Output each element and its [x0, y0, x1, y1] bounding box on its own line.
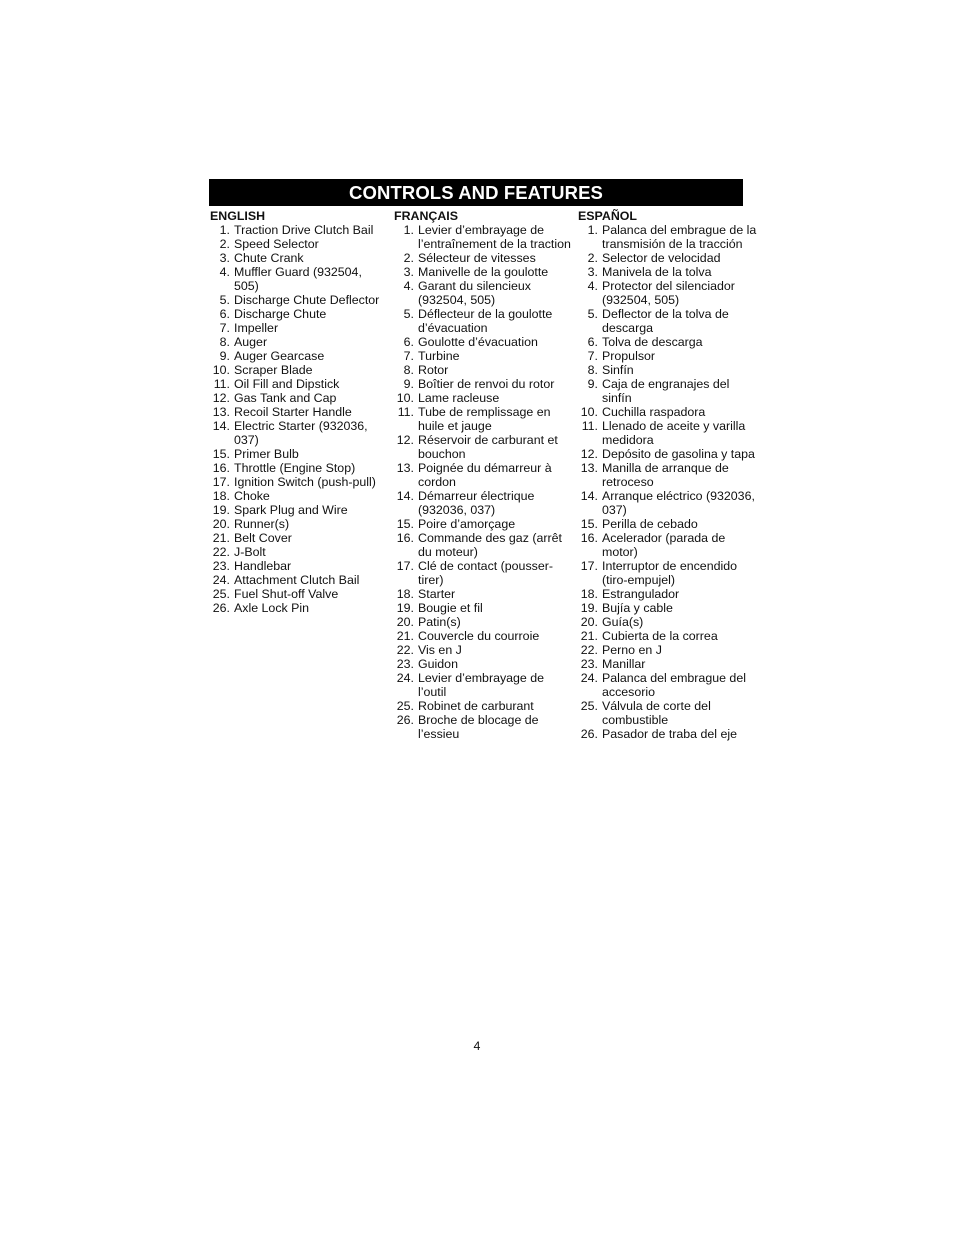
list-item: [210, 293, 390, 307]
item-number: 3.: [587, 265, 598, 279]
item-number: 26.: [396, 713, 414, 727]
list-item: [394, 713, 574, 741]
list-item: [394, 587, 574, 601]
item-text: Primer Bulb: [234, 447, 299, 461]
item-text: Oil Fill and Dipstick: [234, 377, 340, 391]
list-item: [578, 643, 758, 657]
english-list: [210, 223, 390, 615]
list-item: [578, 335, 758, 349]
item-number: 16.: [396, 531, 414, 545]
list-item: [394, 657, 574, 671]
item-text: Handlebar: [234, 559, 292, 573]
item-number: 24.: [212, 573, 230, 587]
list-item: [210, 377, 390, 391]
list-item: [394, 335, 574, 349]
list-item: [394, 517, 574, 531]
column-heading-french: FRANÇAIS: [394, 209, 459, 223]
item-number: 13.: [396, 461, 414, 475]
item-number: 25.: [396, 699, 414, 713]
item-text: Chute Crank: [234, 251, 304, 265]
item-number: 22.: [396, 643, 414, 657]
item-text: Axle Lock Pin: [234, 601, 310, 615]
item-number: 3.: [403, 265, 414, 279]
item-text: Speed Selector: [234, 237, 319, 251]
item-number: 8.: [587, 363, 598, 377]
list-item: [578, 419, 758, 447]
item-text: Attachment Clutch Bail: [234, 573, 360, 587]
list-item: [394, 601, 574, 615]
item-number: 17.: [580, 559, 598, 573]
item-number: 10.: [396, 391, 414, 405]
list-item: [210, 517, 390, 531]
item-text: Traction Drive Clutch Bail: [234, 223, 374, 237]
item-text: Robinet de carburant: [418, 699, 534, 713]
list-item: [210, 559, 390, 573]
item-number: 26.: [580, 727, 598, 741]
item-number: 16.: [580, 531, 598, 545]
item-text: Rotor: [418, 363, 449, 377]
list-item: [210, 223, 390, 237]
item-number: 14.: [580, 489, 598, 503]
item-text: Poire d’amorçage: [418, 517, 516, 531]
item-text: Runner(s): [234, 517, 290, 531]
item-number: 13.: [212, 405, 230, 419]
list-item: [394, 629, 574, 643]
section-title: CONTROLS AND FEATURES: [209, 179, 743, 206]
item-number: 23.: [580, 657, 598, 671]
item-number: 17.: [212, 475, 230, 489]
item-text: Electric Starter (932036, 037): [234, 419, 368, 447]
item-text: Levier d’embrayage de l’outil: [418, 671, 545, 699]
list-item: [578, 447, 758, 461]
item-number: 10.: [212, 363, 230, 377]
item-text: Sélecteur de vitesses: [418, 251, 536, 265]
item-number: 2.: [219, 237, 230, 251]
item-text: Déflecteur de la goulotte d’évacuation: [418, 307, 553, 335]
item-text: Starter: [418, 587, 456, 601]
item-number: 26.: [212, 601, 230, 615]
item-number: 24.: [396, 671, 414, 685]
item-text: Goulotte d’évacuation: [418, 335, 538, 349]
item-number: 4.: [587, 279, 598, 293]
item-number: 20.: [580, 615, 598, 629]
item-text: Poignée du démarreur à cordon: [418, 461, 552, 489]
list-item: [578, 307, 758, 335]
list-item: [394, 461, 574, 489]
item-number: 12.: [396, 433, 414, 447]
item-number: 11.: [213, 377, 230, 391]
item-number: 15.: [580, 517, 598, 531]
list-item: [578, 629, 758, 643]
item-number: 22.: [212, 545, 230, 559]
item-text: Deflector de la tolva de descarga: [602, 307, 729, 335]
spanish-column: [578, 209, 758, 741]
item-text: Auger: [234, 335, 268, 349]
item-text: Boîtier de renvoi du rotor: [418, 377, 555, 391]
item-number: 19.: [396, 601, 414, 615]
item-text: Protector del silenciador (932504, 505): [602, 279, 735, 307]
item-number: 14.: [396, 489, 414, 503]
list-item: [578, 251, 758, 265]
item-text: Lame racleuse: [418, 391, 500, 405]
list-item: [210, 461, 390, 475]
list-item: [210, 489, 390, 503]
item-text: Tolva de descarga: [602, 335, 703, 349]
item-text: Spark Plug and Wire: [234, 503, 348, 517]
list-item: [578, 223, 758, 251]
item-text: Tube de remplissage en huile et jauge: [418, 405, 551, 433]
english-column: [210, 209, 390, 615]
item-text: Manivela de la tolva: [602, 265, 712, 279]
list-item: [578, 461, 758, 489]
item-text: Démarreur électrique (932036, 037): [418, 489, 535, 517]
item-number: 7.: [219, 321, 230, 335]
item-text: Interruptor de encendido (tiro-empujel): [602, 559, 738, 587]
item-number: 21.: [580, 629, 598, 643]
list-item: [394, 671, 574, 699]
list-item: [210, 475, 390, 489]
list-item: [578, 405, 758, 419]
item-number: 18.: [212, 489, 230, 503]
list-item: [578, 531, 758, 559]
list-item: [394, 279, 574, 307]
item-text: Commande des gaz (arrêt du moteur): [418, 531, 562, 559]
item-text: Guidon: [418, 657, 458, 671]
item-number: 9.: [587, 377, 598, 391]
item-number: 2.: [403, 251, 414, 265]
french-column: [394, 209, 574, 741]
list-item: [394, 363, 574, 377]
item-text: Llenado de aceite y varilla medidora: [602, 419, 746, 447]
list-item: [210, 601, 390, 615]
item-text: Réservoir de carburant et bouchon: [418, 433, 558, 461]
item-text: Bougie et fil: [418, 601, 483, 615]
item-text: Válvula de corte del combustible: [602, 699, 711, 727]
list-item: [210, 307, 390, 321]
item-text: Ignition Switch (push-pull): [234, 475, 376, 489]
item-text: Depósito de gasolina y tapa: [602, 447, 755, 461]
item-number: 25.: [212, 587, 230, 601]
list-item: [210, 391, 390, 405]
item-number: 25.: [580, 699, 598, 713]
item-text: Levier d’embrayage de l’entraînement de la traction: [418, 223, 571, 251]
list-item: [578, 377, 758, 405]
item-text: Palanca del embrague del accesorio: [602, 671, 746, 699]
item-text: Belt Cover: [234, 531, 292, 545]
item-number: 20.: [396, 615, 414, 629]
item-number: 1.: [403, 223, 414, 237]
list-item: [394, 391, 574, 405]
item-number: 9.: [219, 349, 230, 363]
item-text: Throttle (Engine Stop): [234, 461, 356, 475]
item-text: Caja de engranajes del sinfín: [602, 377, 730, 405]
item-text: Discharge Chute: [234, 307, 327, 321]
list-item: [394, 699, 574, 713]
item-text: Patin(s): [418, 615, 461, 629]
item-number: 23.: [396, 657, 414, 671]
list-item: [210, 321, 390, 335]
item-number: 2.: [587, 251, 598, 265]
list-item: [394, 405, 574, 433]
item-text: Cuchilla raspadora: [602, 405, 706, 419]
item-number: 6.: [219, 307, 230, 321]
item-number: 12.: [580, 447, 598, 461]
item-number: 1.: [219, 223, 230, 237]
list-item: [394, 433, 574, 461]
list-item: [394, 559, 574, 587]
list-item: [210, 265, 390, 293]
item-number: 23.: [212, 559, 230, 573]
item-number: 12.: [212, 391, 230, 405]
list-item: [210, 335, 390, 349]
item-number: 1.: [587, 223, 598, 237]
list-item: [578, 489, 758, 517]
item-text: Manillar: [602, 657, 646, 671]
spanish-list: [578, 223, 758, 741]
list-item: [210, 349, 390, 363]
item-number: 19.: [580, 601, 598, 615]
item-text: Acelerador (parada de motor): [602, 531, 726, 559]
list-item: [394, 251, 574, 265]
list-item: [210, 419, 390, 447]
list-item: [210, 405, 390, 419]
item-text: Manivelle de la goulotte: [418, 265, 549, 279]
list-item: [578, 657, 758, 671]
list-item: [578, 727, 758, 741]
item-text: Selector de velocidad: [602, 251, 721, 265]
list-item: [578, 349, 758, 363]
list-item: [394, 489, 574, 517]
item-text: Clé de contact (pousser-tirer): [418, 559, 553, 587]
item-text: Cubierta de la correa: [602, 629, 718, 643]
list-item: [578, 363, 758, 377]
item-text: Fuel Shut-off Valve: [234, 587, 339, 601]
list-item: [394, 615, 574, 629]
item-text: Scraper Blade: [234, 363, 313, 377]
page-number: 4: [473, 1039, 481, 1053]
item-number: 19.: [212, 503, 230, 517]
item-number: 18.: [396, 587, 414, 601]
list-item: [578, 559, 758, 587]
item-text: Impeller: [234, 321, 279, 335]
item-number: 22.: [580, 643, 598, 657]
item-number: 9.: [403, 377, 414, 391]
item-number: 14.: [212, 419, 230, 433]
item-number: 5.: [587, 307, 598, 321]
item-number: 24.: [580, 671, 598, 685]
list-item: [210, 447, 390, 461]
list-item: [394, 643, 574, 657]
item-number: 4.: [403, 279, 414, 293]
list-item: [578, 699, 758, 727]
list-item: [210, 545, 390, 559]
item-number: 6.: [403, 335, 414, 349]
item-text: Pasador de traba del eje: [602, 727, 738, 741]
item-number: 6.: [587, 335, 598, 349]
item-number: 8.: [403, 363, 414, 377]
list-item: [394, 531, 574, 559]
item-text: Perilla de cebado: [602, 517, 698, 531]
item-number: 18.: [580, 587, 598, 601]
list-item: [394, 265, 574, 279]
column-heading-english: ENGLISH: [210, 209, 266, 223]
item-text: Muffler Guard (932504, 505): [234, 265, 362, 293]
list-item: [578, 601, 758, 615]
item-text: Propulsor: [602, 349, 656, 363]
item-number: 16.: [212, 461, 230, 475]
item-text: Recoil Starter Handle: [234, 405, 352, 419]
list-item: [578, 265, 758, 279]
list-item: [578, 587, 758, 601]
list-item: [210, 531, 390, 545]
item-text: Choke: [234, 489, 270, 503]
item-number: 5.: [403, 307, 414, 321]
item-number: 21.: [212, 531, 230, 545]
item-text: Gas Tank and Cap: [234, 391, 337, 405]
item-text: Bujía y cable: [602, 601, 673, 615]
item-number: 15.: [212, 447, 230, 461]
item-number: 3.: [219, 251, 230, 265]
item-text: Couvercle du courroie: [418, 629, 540, 643]
item-number: 7.: [587, 349, 598, 363]
item-number: 11.: [581, 419, 598, 433]
item-number: 4.: [219, 265, 230, 279]
item-number: 8.: [219, 335, 230, 349]
item-number: 13.: [580, 461, 598, 475]
item-text: Turbine: [418, 349, 460, 363]
list-item: [210, 587, 390, 601]
column-heading-spanish: ESPAÑOL: [578, 209, 637, 223]
item-number: 7.: [403, 349, 414, 363]
item-text: Palanca del embrague de la transmisión de la tracción: [602, 223, 757, 251]
list-item: [210, 503, 390, 517]
item-number: 20.: [212, 517, 230, 531]
item-text: Arranque eléctrico (932036, 037): [602, 489, 755, 517]
item-text: Estrangulador: [602, 587, 680, 601]
item-text: Guía(s): [602, 615, 644, 629]
item-number: 11.: [397, 405, 414, 419]
list-item: [210, 573, 390, 587]
list-item: [210, 251, 390, 265]
list-item: [578, 517, 758, 531]
list-item: [394, 377, 574, 391]
item-text: Discharge Chute Deflector: [234, 293, 380, 307]
item-text: Perno en J: [602, 643, 662, 657]
item-text: J-Bolt: [234, 545, 266, 559]
item-text: Vis en J: [418, 643, 462, 657]
list-item: [210, 237, 390, 251]
list-item: [578, 279, 758, 307]
list-item: [578, 615, 758, 629]
item-number: 15.: [396, 517, 414, 531]
item-text: Auger Gearcase: [234, 349, 325, 363]
list-item: [210, 363, 390, 377]
item-number: 21.: [396, 629, 414, 643]
list-item: [578, 671, 758, 699]
list-item: [394, 349, 574, 363]
item-number: 17.: [396, 559, 414, 573]
item-text: Manilla de arranque de retroceso: [602, 461, 729, 489]
list-item: [394, 307, 574, 335]
item-text: Garant du silencieux (932504, 505): [418, 279, 531, 307]
list-item: [394, 223, 574, 251]
item-number: 10.: [580, 405, 598, 419]
item-number: 5.: [219, 293, 230, 307]
item-text: Broche de blocage de l’essieu: [418, 713, 539, 741]
item-text: Sinfín: [602, 363, 634, 377]
french-list: [394, 223, 574, 741]
